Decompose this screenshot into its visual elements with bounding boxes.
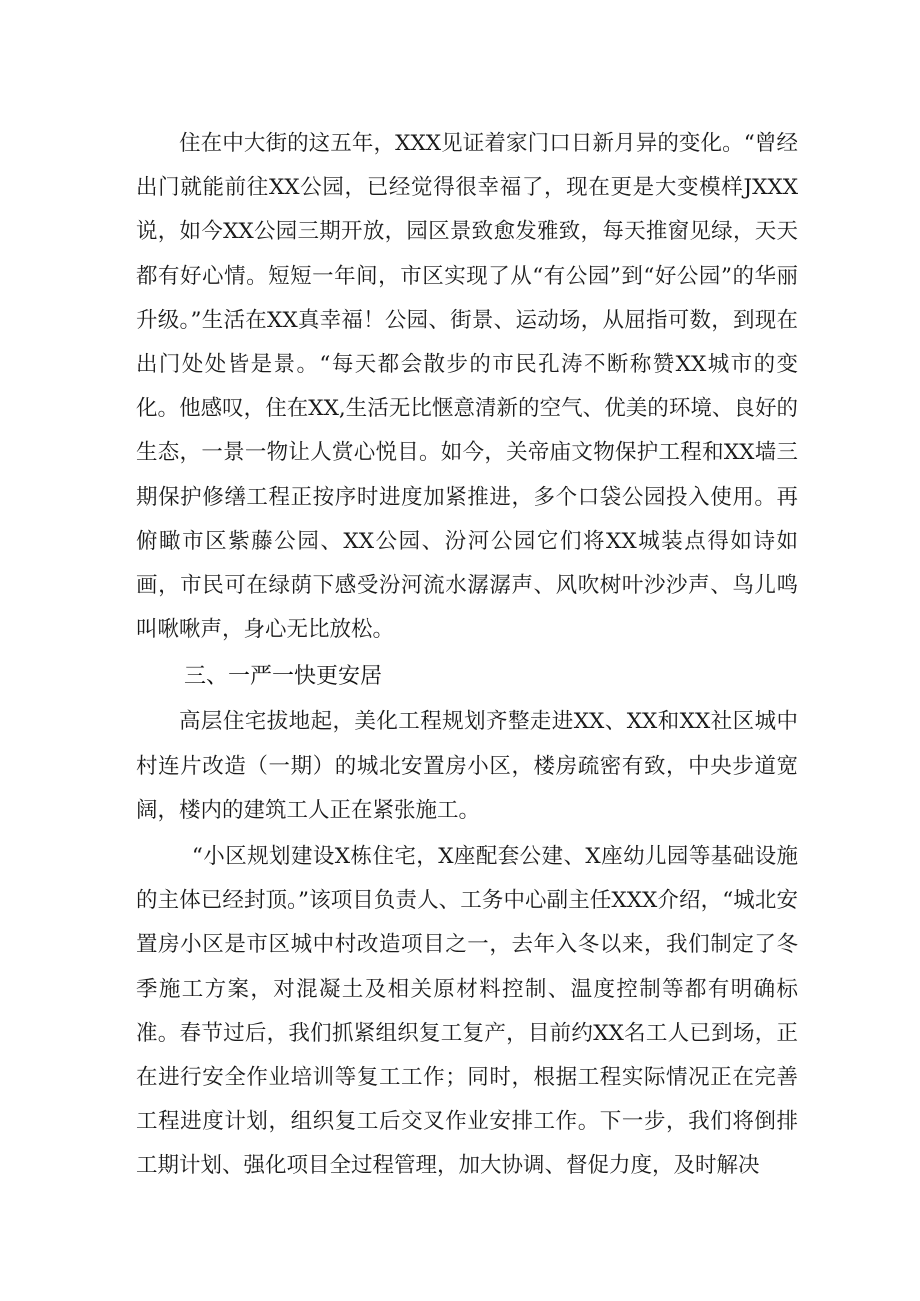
paragraph-2: 高层住宅拔地起，美化工程规划齐整走进XX、XX和XX社区城中村连片改造（一期）的城北安置房小区，楼房疏密有致，中央步道宽阔，楼内的建筑工人正在紧张施工。	[136, 709, 798, 823]
section-heading: 三、一严一快更安居	[184, 664, 383, 690]
paragraph-3: “小区规划建设X栋住宅，X座配套公建、X座幼儿园等基础设施的主体已经封顶。”该项目负责人、工务中心副主任XXX介绍，“城北安置房小区是市区城中村改造项目之一，去年入冬以来，我们制定了冬季施工方案，对混凝土及相关原材料控制、温度控制等都有明确标准。春节过后，我们抓紧组织复工复产，目前约XX名工人已到场，正在进行安全作业培训等复工工作；同时，根据工程实际情况正在完善工程进度计划，组织复工后交叉作业安排工作。下一步，我们将倒排工期计划、强化项目全过程管理，加大协调、督促力度，及时解决	[136, 844, 798, 1179]
paragraph-1: 住在中大街的这五年，XXX见证着家门口日新月异的变化。“曾经出门就能前往XX公园，已经觉得很幸福了，现在更是大变模样JXXX说，如今XX公园三期开放，园区景致愈发雅致，每天推窗见绿，天天都有好心情。短短一年间，市区实现了从“有公园”到“好公园”的华丽升级。”生活在XX真幸福！公园、街景、运动场，从屈指可数，到现在出门处处皆是景。“每天都会散步的市民孔涛不断称赞XX城市的变化。他感叹，住在XX,生活无比惬意清新的空气、优美的环境、良好的生态，一景一物让人赏心悦目。如今，关帝庙文物保护工程和XX墙三期保护修缮工程正按序时进度加紧推进，多个口袋公园投入使用。再俯瞰市区紫藤公园、XX公园、汾河公园它们将XX城装点得如诗如画，市民可在绿荫下感受汾河流水潺潺声、风吹树叶沙沙声、鸟儿鸣叫啾啾声，身心无比放松。	[136, 131, 798, 643]
document-page	[136, 122, 798, 1189]
